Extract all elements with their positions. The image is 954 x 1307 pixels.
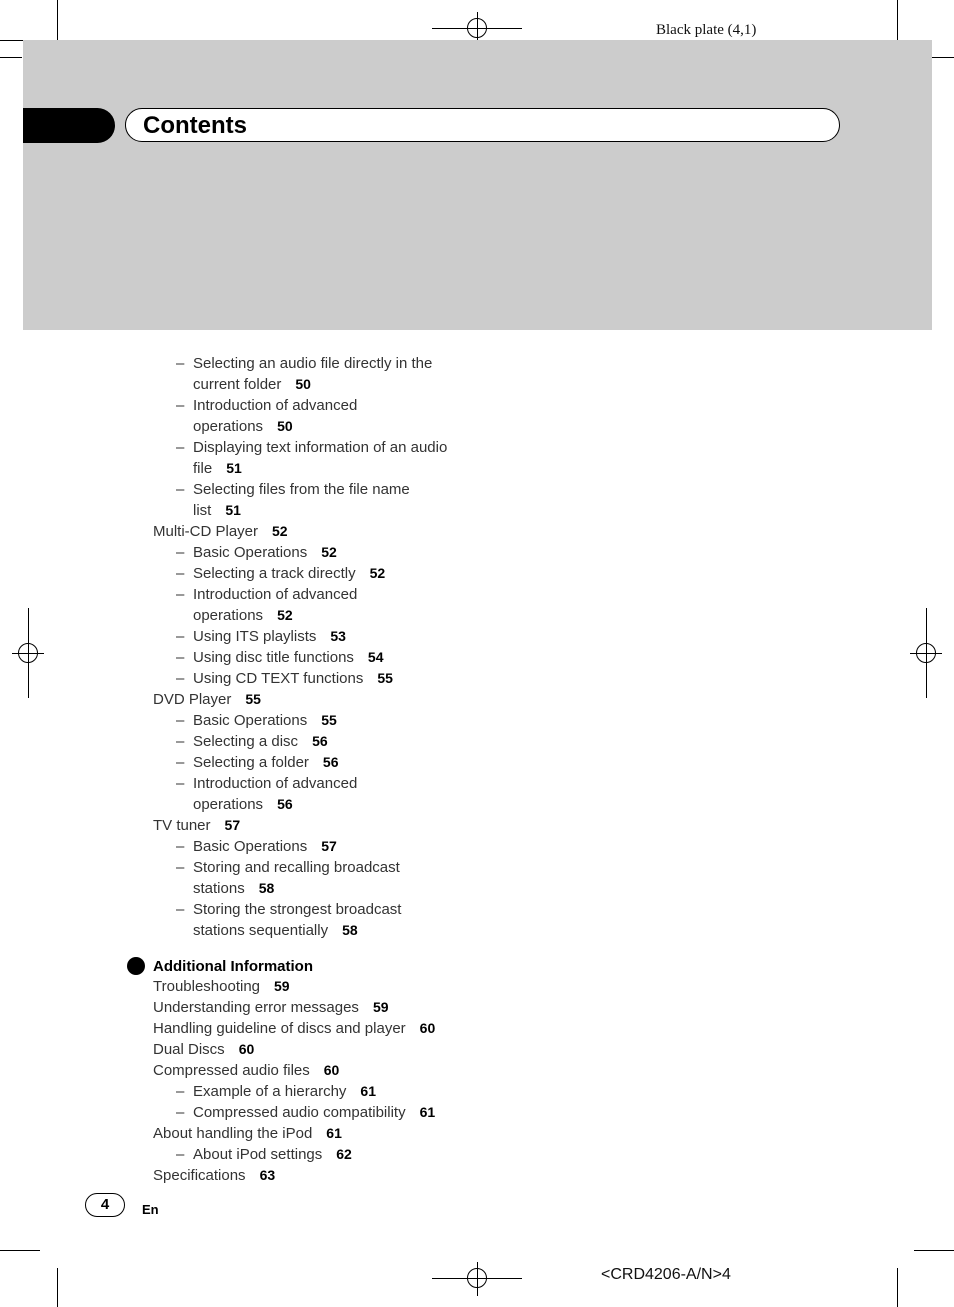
- section-bullet-icon: [127, 957, 145, 975]
- toc-entry-text: Introduction of advanced: [193, 775, 358, 792]
- toc-entry: [153, 500, 573, 521]
- toc-entry-text: Selecting an audio file directly in the: [193, 355, 433, 372]
- toc-entry-text: Understanding error messages: [153, 999, 359, 1016]
- title-pill: [125, 108, 840, 142]
- toc-entry: [153, 752, 573, 773]
- toc-entry-page: 60: [419, 1020, 436, 1036]
- toc-entry-text: list: [193, 502, 212, 519]
- toc-entry: [153, 584, 573, 605]
- toc-entry-page: 56: [277, 796, 293, 812]
- toc-entry-text: operations: [193, 607, 264, 624]
- toc-dash: –: [176, 397, 185, 414]
- toc-entry: [153, 836, 573, 857]
- toc-entry-page: 59: [274, 978, 290, 994]
- toc-entry-text: operations: [193, 418, 264, 435]
- toc-entry-text: Troubleshooting: [153, 978, 261, 995]
- toc-entry-page: 50: [295, 376, 311, 392]
- toc-entry: [153, 899, 573, 920]
- toc-entry-page: 52: [277, 607, 293, 623]
- toc-dash: –: [176, 1104, 185, 1121]
- toc-dash: –: [176, 649, 185, 666]
- toc-entry: [153, 1039, 573, 1060]
- toc-entry: [153, 605, 573, 626]
- toc-entry-page: 51: [225, 502, 241, 518]
- toc-entry: [153, 920, 573, 941]
- toc-entry-page: 52: [272, 523, 288, 539]
- toc-entry: [153, 437, 573, 458]
- toc-entry-text: Displaying text information of an audio: [193, 439, 448, 456]
- toc-entry: [153, 626, 573, 647]
- toc-entry-page: 56: [322, 754, 339, 770]
- toc-entry-text: Using CD TEXT functions: [193, 670, 364, 687]
- toc-entry-page: 62: [336, 1146, 352, 1162]
- toc-entry: [153, 458, 573, 479]
- toc-entry-page: 63: [259, 1167, 276, 1183]
- toc-entry: [153, 878, 573, 899]
- toc-entry: [153, 353, 573, 374]
- toc-entry-page: 61: [360, 1083, 376, 1099]
- toc-entry-page: 55: [377, 670, 393, 686]
- toc-entry: [153, 1060, 573, 1081]
- toc-entry-text: Using disc title functions: [193, 649, 354, 666]
- toc-dash: –: [176, 544, 185, 561]
- toc-entry: [153, 521, 573, 542]
- toc-entry-page: 55: [321, 712, 337, 728]
- toc-entry-text: Dual Discs: [153, 1041, 225, 1058]
- toc-entry: [153, 997, 573, 1018]
- toc-entry-text: Selecting a track directly: [193, 565, 356, 582]
- toc-entry-page: 57: [321, 838, 337, 854]
- toc-entry: [153, 710, 573, 731]
- toc-entry-page: 59: [372, 999, 389, 1015]
- toc-dash: –: [176, 754, 185, 771]
- toc-entry: [153, 395, 573, 416]
- toc-entry-text: Specifications: [153, 1167, 246, 1184]
- toc-entry-text: stations sequentially: [193, 922, 329, 939]
- toc-entry-text: Basic Operations: [193, 544, 308, 561]
- toc-dash: –: [176, 628, 185, 645]
- toc-entry-text: Basic Operations: [193, 712, 308, 729]
- toc-entry-text: Selecting a disc: [193, 733, 299, 750]
- toc-entry-text: Introduction of advanced: [193, 397, 358, 414]
- section-title: Additional Information: [153, 958, 313, 975]
- toc-entry: [153, 416, 573, 437]
- toc-entry: [153, 563, 573, 584]
- toc-dash: –: [176, 670, 185, 687]
- toc-dash: –: [176, 712, 185, 729]
- toc-list-additional: [153, 976, 573, 1186]
- toc-entry-page: 51: [226, 460, 242, 476]
- toc-dash: –: [176, 733, 185, 750]
- toc-dash: –: [176, 481, 185, 498]
- toc-entry-text: About iPod settings: [193, 1146, 323, 1163]
- toc-entry-page: 52: [321, 544, 337, 560]
- toc-dash: –: [176, 1146, 185, 1163]
- toc-entry: [153, 647, 573, 668]
- toc-entry-text: Compressed audio files: [153, 1062, 310, 1079]
- toc-entry: [153, 1102, 573, 1123]
- toc-entry: [153, 542, 573, 563]
- toc-entry: [153, 1081, 573, 1102]
- toc-entry-text: Selecting a folder: [193, 754, 309, 771]
- toc-entry-text: Introduction of advanced: [193, 586, 358, 603]
- toc-entry-text: Storing and recalling broadcast: [193, 859, 400, 876]
- toc-entry-text: Using ITS playlists: [193, 628, 317, 645]
- toc-entry: [153, 668, 573, 689]
- toc-dash: –: [176, 859, 185, 876]
- toc-entry-page: 58: [342, 922, 358, 938]
- toc-entry: [153, 976, 573, 997]
- toc-entry-text: DVD Player: [153, 691, 232, 708]
- page-title: Contents: [143, 112, 247, 139]
- document-code: <CRD4206-A/N>4: [601, 1266, 731, 1283]
- toc-dash: –: [176, 355, 185, 372]
- toc-entry: [153, 479, 573, 500]
- toc-entry: [153, 773, 573, 794]
- toc-entry-text: Basic Operations: [193, 838, 308, 855]
- plate-label: Black plate (4,1): [656, 22, 757, 38]
- toc-entry-text: Example of a hierarchy: [193, 1083, 347, 1100]
- toc-entry-page: 52: [369, 565, 386, 581]
- toc-entry-text: current folder: [193, 376, 282, 393]
- toc-dash: –: [176, 565, 185, 582]
- toc-entry-page: 58: [258, 880, 275, 896]
- toc-entry-page: 61: [419, 1104, 436, 1120]
- toc-dash: –: [176, 439, 185, 456]
- toc-entry-page: 61: [326, 1125, 342, 1141]
- toc-entry-text: Multi-CD Player: [153, 523, 259, 540]
- toc-entry-page: 60: [238, 1041, 255, 1057]
- header-tab: [23, 108, 115, 143]
- toc-entry: [153, 1123, 573, 1144]
- toc-entry: [153, 1018, 573, 1039]
- toc-entry-page: 50: [277, 418, 293, 434]
- toc-entry-text: Handling guideline of discs and player: [153, 1020, 406, 1037]
- toc-entry: [153, 689, 573, 710]
- toc-entry-page: 60: [323, 1062, 340, 1078]
- toc-entry-text: Compressed audio compatibility: [193, 1104, 406, 1121]
- toc-entry-page: 57: [224, 817, 241, 833]
- toc-entry-page: 53: [330, 628, 346, 644]
- toc-entry-page: 55: [245, 691, 261, 707]
- toc-dash: –: [176, 775, 185, 792]
- toc-entry-text: About handling the iPod: [153, 1125, 313, 1142]
- toc-entry: [153, 1144, 573, 1165]
- toc-entry: [153, 815, 573, 836]
- toc-entry-page: 54: [367, 649, 384, 665]
- toc-entry-text: Selecting files from the file name: [193, 481, 410, 498]
- toc-entry-text: stations: [193, 880, 245, 897]
- toc-entry: [153, 731, 573, 752]
- toc-dash: –: [176, 586, 185, 603]
- toc-entry-text: TV tuner: [153, 817, 211, 834]
- toc-entry: [153, 857, 573, 878]
- toc-entry-page: 56: [312, 733, 328, 749]
- toc-dash: –: [176, 1083, 185, 1100]
- toc-entry-text: Storing the strongest broadcast: [193, 901, 402, 918]
- toc-list: [153, 353, 573, 941]
- language-label: En: [142, 1202, 159, 1217]
- toc-entry-text: operations: [193, 796, 264, 813]
- toc-entry: [153, 1165, 573, 1186]
- toc-entry: [153, 794, 573, 815]
- page-number: 4: [85, 1193, 125, 1217]
- toc-dash: –: [176, 901, 185, 918]
- header-band: [23, 40, 932, 330]
- toc-entry: [153, 374, 573, 395]
- toc-dash: –: [176, 838, 185, 855]
- toc-entry-text: file: [193, 460, 213, 477]
